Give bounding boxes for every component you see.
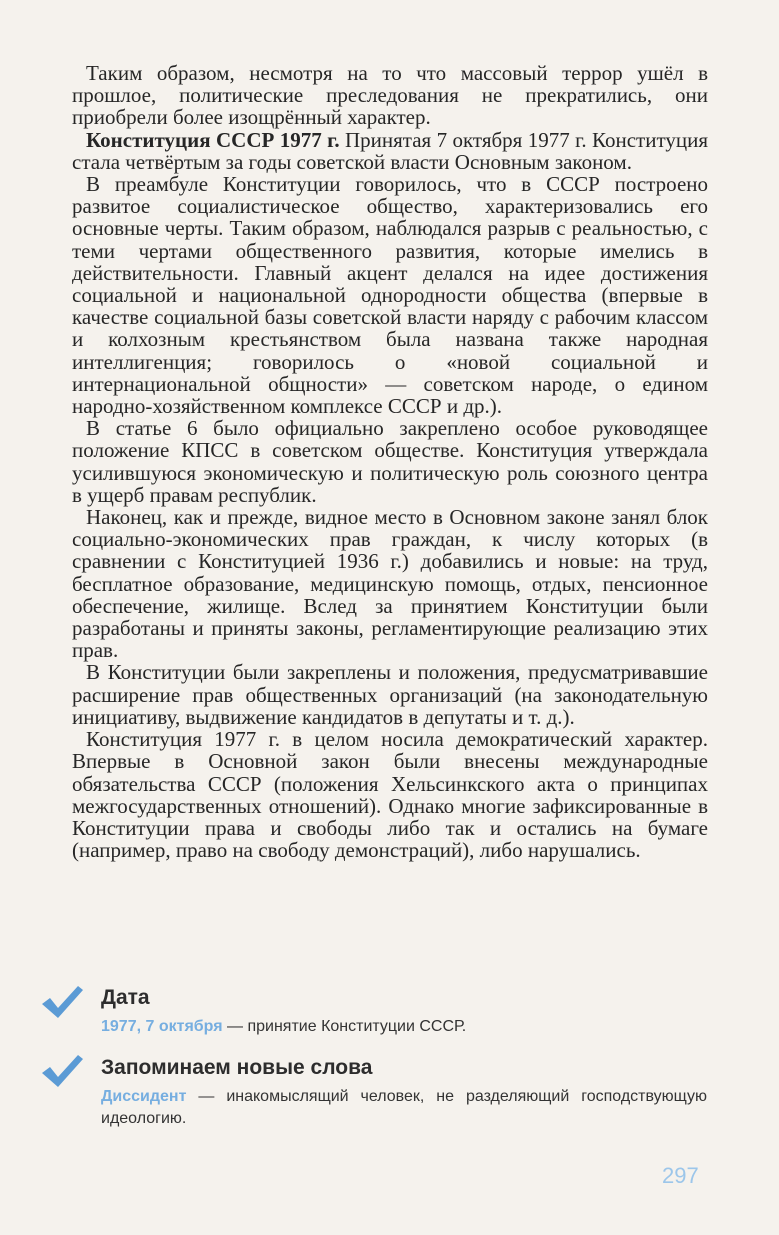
checkmark-icon (40, 984, 84, 1020)
paragraph-2 (72, 129, 708, 173)
checkmark-icon (40, 1053, 84, 1089)
paragraph-1: Таким образом, несмотря на то что массовый террор ушёл в прошлое, политические преследования не прекратились, они приобрели более изощрённый характер. (72, 61, 708, 130)
paragraph-heading: Конституция СССР 1977 г. (86, 127, 340, 152)
new-words-section (40, 1053, 708, 1133)
date-value: 1977, 7 октября (101, 1018, 223, 1035)
main-text (72, 62, 708, 861)
term-definition (101, 1086, 707, 1130)
date-text (101, 1016, 707, 1038)
term: Диссидент (101, 1088, 187, 1105)
date-title: Дата (101, 986, 150, 1009)
paragraph-2-text: Принятая 7 октября 1977 г. Конституция стала четвёртым за годы советской власти Основным законом. (72, 127, 709, 174)
new-words-title: Запоминаем новые слова (101, 1056, 373, 1079)
date-section (40, 984, 708, 1044)
paragraph-3: В преамбуле Конституции говорилось, что в СССР построено развитое социалистическое общество, характеризовались его основные черты. Таким образом, наблюдался разрыв с реальностью, с теми чертами общественного развития, которые имелись в действительности. Главный акцент делался на идее достижения социальной и национальной однородности общества (впервые в качестве социальной базы советской власти наряду с рабочим классом и колхозным крестьянством была названа также народная интеллигенция; говорилось о «новой социальной и интернациональной общности» — советском народе, о едином народно-хозяйственном комплексе СССР и др.). (72, 172, 708, 419)
date-description: — принятие Конституции СССР. (222, 1018, 467, 1035)
paragraph-6: В Конституции были закреплены и положения, предусматривавшие расширение прав общественных организаций (на законодательную инициативу, выдвижение кандидатов в депутаты и т. д.). (72, 660, 708, 729)
paragraph-5: Наконец, как и прежде, видное место в Основном законе занял блок социально-экономических прав граждан, к числу которых (в сравнении с Конституцией 1936 г.) добавились и новые: на труд, бесплатное образование, медицинскую помощь, отдых, пенсионное обеспечение, жилище. Вслед за принятием Конституции были разработаны и приняты законы, регламентирующие реализацию этих прав. (72, 505, 708, 663)
page-number: 297 (662, 1163, 699, 1188)
paragraph-7: Конституция 1977 г. в целом носила демократический характер. Впервые в Основной закон были внесены международные обязательства СССР (положения Хельсинкского акта о принципах межгосударственных отношений). Однако многие зафиксированные в Конституции права и свободы либо так и остались на бумаге (например, право на свободу демонстраций), либо нарушались. (72, 727, 708, 863)
definition: — инакомыслящий человек, не разделяющий господствующую идеологию. (101, 1088, 707, 1127)
paragraph-4: В статье 6 было официально закреплено особое руководящее положение КПСС в советском обществе. Конституция утверждала усилившуюся экономическую и политическую роль союзного центра в ущерб правам республик. (72, 416, 708, 507)
